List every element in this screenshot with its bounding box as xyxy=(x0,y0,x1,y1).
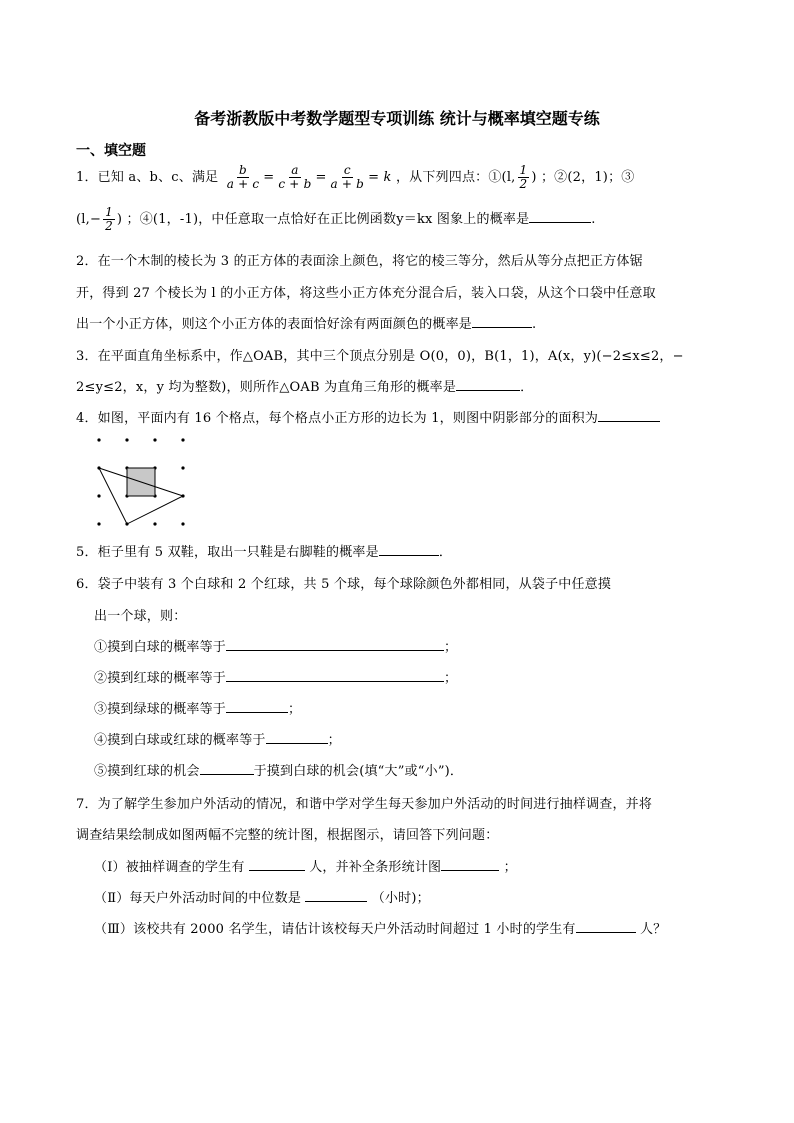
question-6-item-3: ③摸到绿球的概率等于 ； xyxy=(94,702,302,717)
question-3-line-1: 3．在平面直角坐标系中，作△OAB，其中三个顶点分别是 O(0，0)，B(1，1)，A(x，y)(−2≤x≤2，− xyxy=(76,349,684,364)
answer-blank-q6-2[interactable] xyxy=(226,669,444,682)
answer-blank-q3[interactable] xyxy=(456,378,520,391)
question-7-line-1: 7．为了解学生参加户外活动的情况，和谐中学对学生每天参加户外活动的时间进行抽样调查，并将 xyxy=(76,797,653,812)
question-7-part-3: （Ⅲ）该校共有 2000 名学生，请估计该校每天户外活动时间超过 1 小时的学生有 人？ xyxy=(94,922,667,937)
question-7-line-2: 调查结果绘制成如图两幅不完整的统计图，根据图示，请回答下列问题： xyxy=(76,828,499,843)
page-title: 备考浙教版中考数学题型专项训练 统计与概率填空题专练 xyxy=(194,109,600,128)
answer-blank-q6-1[interactable] xyxy=(226,638,444,651)
grid-figure xyxy=(90,432,200,532)
question-2-line-3: 出一个小正方体，则这个小正方体的表面恰好涂有两面颜色的概率是 . xyxy=(76,317,537,332)
answer-blank-q6-4[interactable] xyxy=(266,731,328,744)
answer-blank-q6-5[interactable] xyxy=(200,762,254,775)
question-6-item-1: ①摸到白球的概率等于 ； xyxy=(94,640,458,655)
question-2-line-2: 开，得到 27 个棱长为 l 的小正方体，将这些小正方体充分混合后，装入口袋，从这个口袋中任意取 xyxy=(76,286,656,301)
question-7-part-1: （Ⅰ）被抽样调查的学生有 人，并补全条形统计图 ； xyxy=(94,860,517,875)
question-1-line-2: (l,− $\frac{1}{2}$ ) ；④(1，-1)，中任意取一点恰好在正比例函数y＝kx 图象上的概率是 . xyxy=(76,205,596,233)
answer-blank-q7-2[interactable] xyxy=(305,889,367,902)
question-2-line-1: 2．在一个木制的棱长为 3 的正方体的表面涂上颜色，将它的棱三等分，然后从等分点把正方体锯 xyxy=(76,254,643,269)
fraction-c-over-a-plus-b: $\frac{c}{a + b}$ xyxy=(330,163,365,191)
answer-blank-q1[interactable] xyxy=(529,210,591,223)
fraction-b-over-a-plus-c: $\frac{b}{a + c}$ xyxy=(226,163,260,191)
answer-blank-q4[interactable] xyxy=(598,409,660,422)
answer-blank-q7-1b[interactable] xyxy=(441,858,499,871)
question-5: 5．柜子里有 5 双鞋，取出一只鞋是右脚鞋的概率是 ． xyxy=(76,545,453,560)
question-6-item-4: ④摸到白球或红球的概率等于 ； xyxy=(94,733,341,748)
question-6-item-5: ⑤摸到红球的机会 于摸到白球的机会(填“大”或“小”)． xyxy=(94,764,464,779)
question-4-line-1: 4．如图，平面内有 16 个格点，每个格点小正方形的边长为 1，则图中阴影部分的面积为 xyxy=(76,407,660,426)
question-7-part-2: （Ⅱ）每天户外活动时间的中位数是 （小时)； xyxy=(94,891,430,906)
question-6-line-2: 出一个球，则： xyxy=(94,609,187,624)
question-6-item-2: ②摸到红球的概率等于 ； xyxy=(94,671,458,686)
answer-blank-q7-3[interactable] xyxy=(576,920,636,933)
answer-blank-q7-1a[interactable] xyxy=(249,858,305,871)
point-1: (l, $\frac{1}{2}$ ) xyxy=(501,163,537,191)
fraction-a-over-c-plus-b: $\frac{a}{c + b}$ xyxy=(278,163,312,191)
point-3: (l,− $\frac{1}{2}$ ) xyxy=(76,205,123,233)
question-6-line-1: 6．袋子中装有 3 个白球和 2 个红球，共 5 个球，每个球除颜色外都相同，从袋子中任意摸 xyxy=(76,577,612,592)
section-heading: 一、填空题 xyxy=(76,143,146,159)
answer-blank-q5[interactable] xyxy=(379,543,439,556)
question-3-line-2: 2≤y≤2，x，y 均为整数)，则所作△OAB 为直角三角形的概率是 ． xyxy=(76,380,534,395)
answer-blank-q2[interactable] xyxy=(472,315,532,328)
answer-blank-q6-3[interactable] xyxy=(226,700,288,713)
question-1-line-1: 1．已知 a、b、c、满足 $\frac{b}{a + c}$ = $\frac{a}{c + b}$ = $\frac{c}{a + b}$ = k ，从下列四点：① (l, $\frac{1}{2}$ ) ；②(2，1)；③ xyxy=(76,163,635,191)
